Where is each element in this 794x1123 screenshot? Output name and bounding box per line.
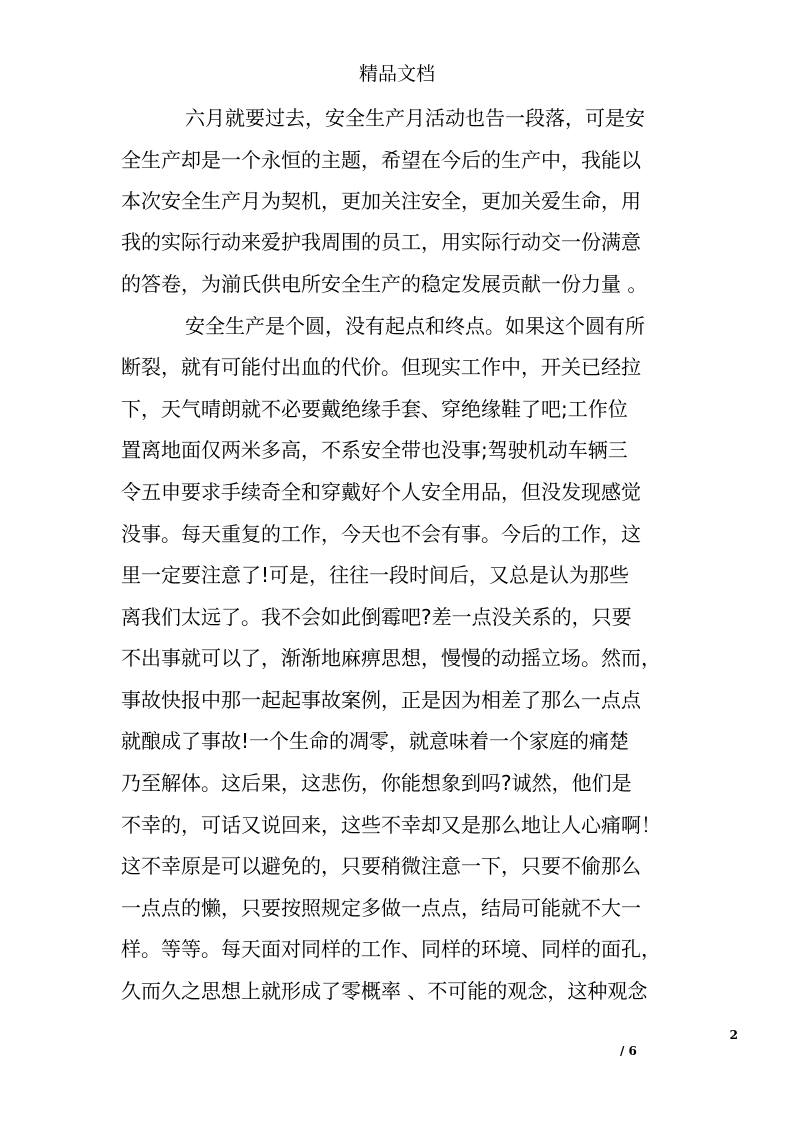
paragraph-line: 久而久之思想上就形成了零概率 、不可能的观念，这种观念 [121, 979, 648, 1003]
paragraph-line: 里一定要注意了!可是，往往一段时间后，又总是认为那些 [121, 563, 630, 587]
paragraph-line: 一点点的懒，只要按照规定多做一点点，结局可能就不大一 [121, 896, 641, 920]
paragraph-line: 断裂，就有可能付出血的代价。但现实工作中，开关已经拉 [121, 355, 641, 379]
paragraph-line: 离我们太远了。我不会如此倒霉吧?差一点没关系的，只要 [121, 605, 632, 629]
paragraph-line: 不幸的，可话又说回来，这些不幸却又是那么地让人心痛啊！ [121, 813, 661, 837]
header-title: 精品文档 [358, 63, 435, 85]
paragraph-line: 令五申要求手续奇全和穿戴好个人安全用品，但没发现感觉 [121, 480, 641, 504]
paragraph-line: 这不幸原是可以避免的，只要稍微注意一下，只要不偷那么 [121, 854, 641, 878]
paragraph-line: 六月就要过去，安全生产月活动也告一段落，可是安 [185, 106, 645, 130]
paragraph-line: 下，天气晴朗就不必要戴绝缘手套、穿绝缘鞋了吧;工作位 [121, 397, 628, 421]
paragraph-line: 置离地面仅两米多高，不系安全带也没事;驾驶机动车辆三 [121, 438, 628, 462]
paragraph-line: 安全生产是个圆，没有起点和终点。如果这个圆有所 [185, 314, 645, 338]
page-total: / 6 [620, 1044, 637, 1058]
page-number: 2 [729, 1028, 738, 1042]
paragraph-line: 不出事就可以了，渐渐地麻痹思想，慢慢的动摇立场。然而， [121, 646, 661, 670]
paragraph-line: 没事。每天重复的工作，今天也不会有事。今后的工作，这 [121, 522, 641, 546]
paragraph-line: 全生产却是一个永恒的主题，希望在今后的生产中，我能以 [121, 148, 641, 172]
paragraph-line: 我的实际行动来爱护我周围的员工，用实际行动交一份满意 [121, 230, 641, 254]
paragraph-line: 本次安全生产月为契机，更加关注安全，更加关爱生命，用 [121, 189, 641, 213]
paragraph-line: 的答卷，为湔氏供电所安全生产的稳定发展贡献一份力量 。 [121, 272, 648, 296]
paragraph-line: 事故快报中那一起起事故案例，正是因为相差了那么一点点 [121, 688, 641, 712]
paragraph-line: 样。等等。每天面对同样的工作、同样的环境、同样的面孔， [121, 937, 661, 961]
paragraph-line: 乃至解体。这后果，这悲伤，你能想象到吗?诚然，他们是 [121, 771, 632, 795]
paragraph-line: 就酿成了事故!一个生命的凋零，就意味着一个家庭的痛楚 [121, 729, 630, 753]
